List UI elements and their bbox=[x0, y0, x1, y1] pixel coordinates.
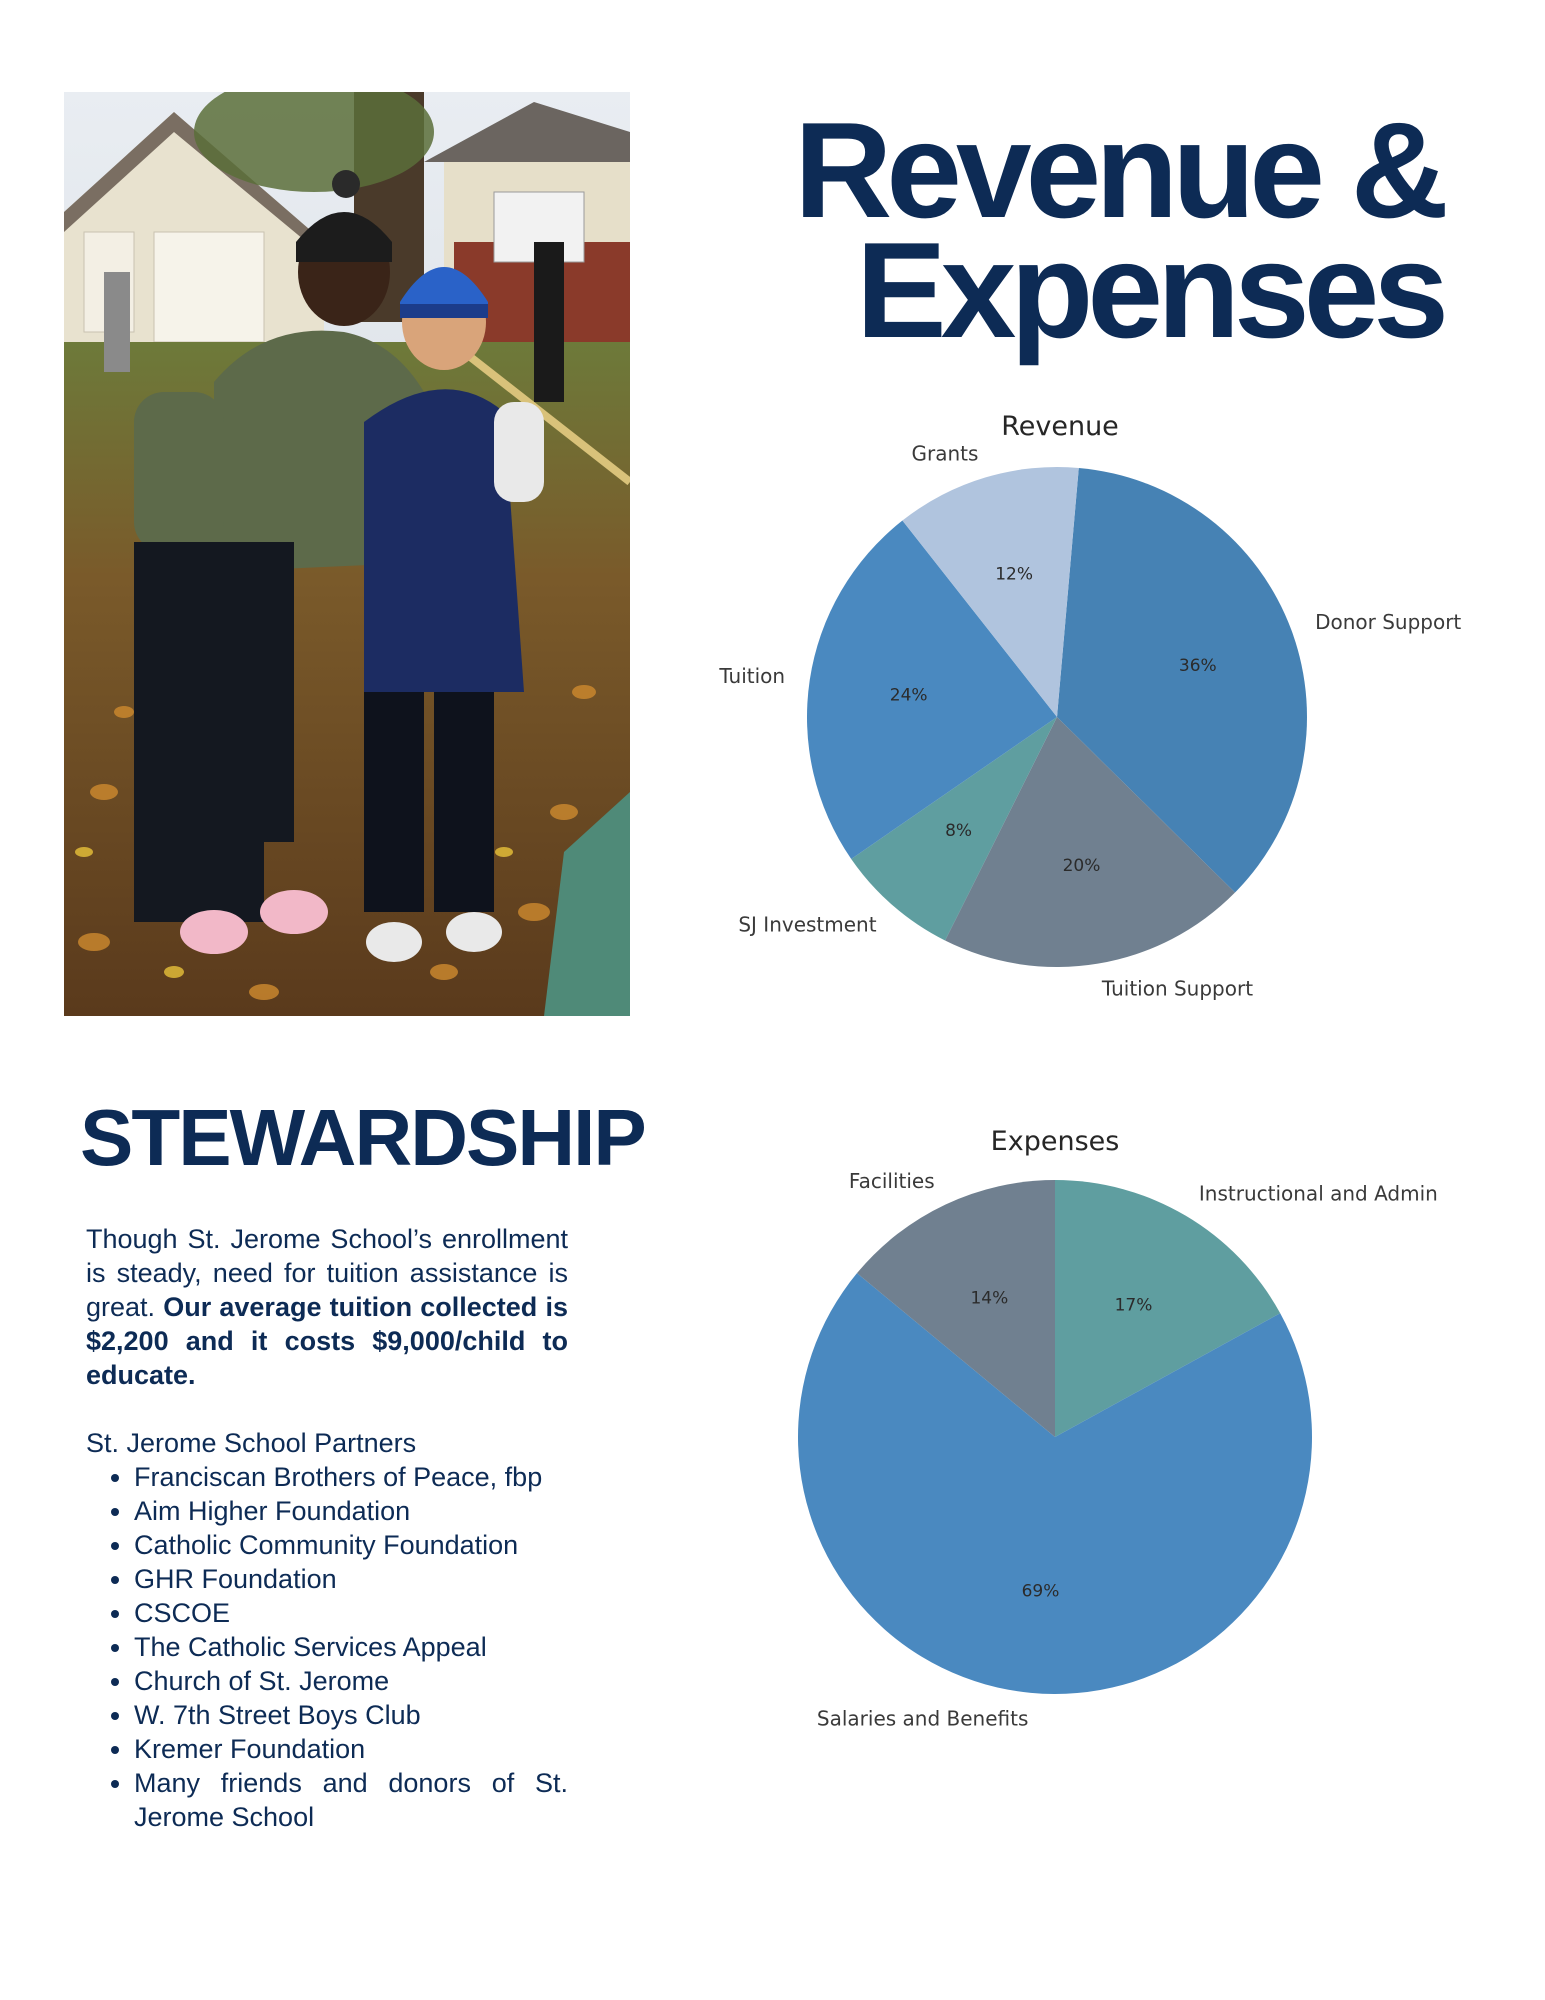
partner-item: • GHR Foundation bbox=[134, 1562, 568, 1596]
partners-list bbox=[86, 1460, 568, 1834]
expenses-slice-label: Facilities bbox=[848, 1169, 935, 1194]
headline-line-2: Expenses bbox=[855, 214, 1443, 366]
revenue-pct-label: 36% bbox=[1178, 656, 1217, 677]
expenses-pct-label: 17% bbox=[1114, 1295, 1153, 1316]
partner-item: • The Catholic Services Appeal bbox=[134, 1630, 568, 1664]
partner-item: • W. 7th Street Boys Club bbox=[134, 1698, 568, 1732]
stewardship-title: STEWARDSHIP bbox=[80, 1093, 645, 1182]
partner-item: • Franciscan Brothers of Peace, fbp bbox=[134, 1460, 568, 1494]
stewardship-paragraph-plain: Though St. Jerome School’s enrollment is steady, need for tuition assistance is great. bbox=[86, 1224, 568, 1322]
partner-item: • Kremer Foundation bbox=[134, 1732, 568, 1766]
stewardship-paragraph-bold: Our average tuition collected is $2,200 and it costs $9,000/child to educate. bbox=[86, 1292, 568, 1390]
partner-item: • Many friends and donors of St. Jerome School bbox=[134, 1766, 568, 1834]
revenue-slice-label: Tuition bbox=[719, 663, 786, 688]
partners-heading: St. Jerome School Partners bbox=[86, 1428, 417, 1458]
expenses-chart-title: Expenses bbox=[990, 1126, 1120, 1157]
revenue-pct-label: 24% bbox=[889, 685, 928, 706]
partner-item: • Aim Higher Foundation bbox=[134, 1494, 568, 1528]
revenue-slice-label: SJ Investment bbox=[738, 912, 877, 937]
partner-item: • Church of St. Jerome bbox=[134, 1664, 568, 1698]
revenue-slice-label: Grants bbox=[911, 441, 979, 466]
expenses-slice-label: Salaries and Benefits bbox=[816, 1706, 1029, 1731]
revenue-pct-label: 20% bbox=[1062, 855, 1101, 876]
revenue-slice-label: Tuition Support bbox=[1101, 976, 1254, 1001]
revenue-pct-label: 12% bbox=[995, 564, 1034, 585]
partner-item: • CSCOE bbox=[134, 1596, 568, 1630]
revenue-chart-title: Revenue bbox=[1001, 411, 1119, 442]
headline-line-1: Revenue & bbox=[794, 94, 1443, 246]
expenses-pct-label: 14% bbox=[970, 1288, 1009, 1309]
revenue-slice-label: Donor Support bbox=[1315, 610, 1462, 635]
stewardship-paragraph bbox=[86, 1222, 568, 1392]
revenue-pct-label: 8% bbox=[945, 821, 973, 842]
partner-item: • Catholic Community Foundation bbox=[134, 1528, 568, 1562]
expenses-pct-label: 69% bbox=[1021, 1581, 1060, 1602]
expenses-slice-label: Instructional and Admin bbox=[1198, 1181, 1438, 1206]
